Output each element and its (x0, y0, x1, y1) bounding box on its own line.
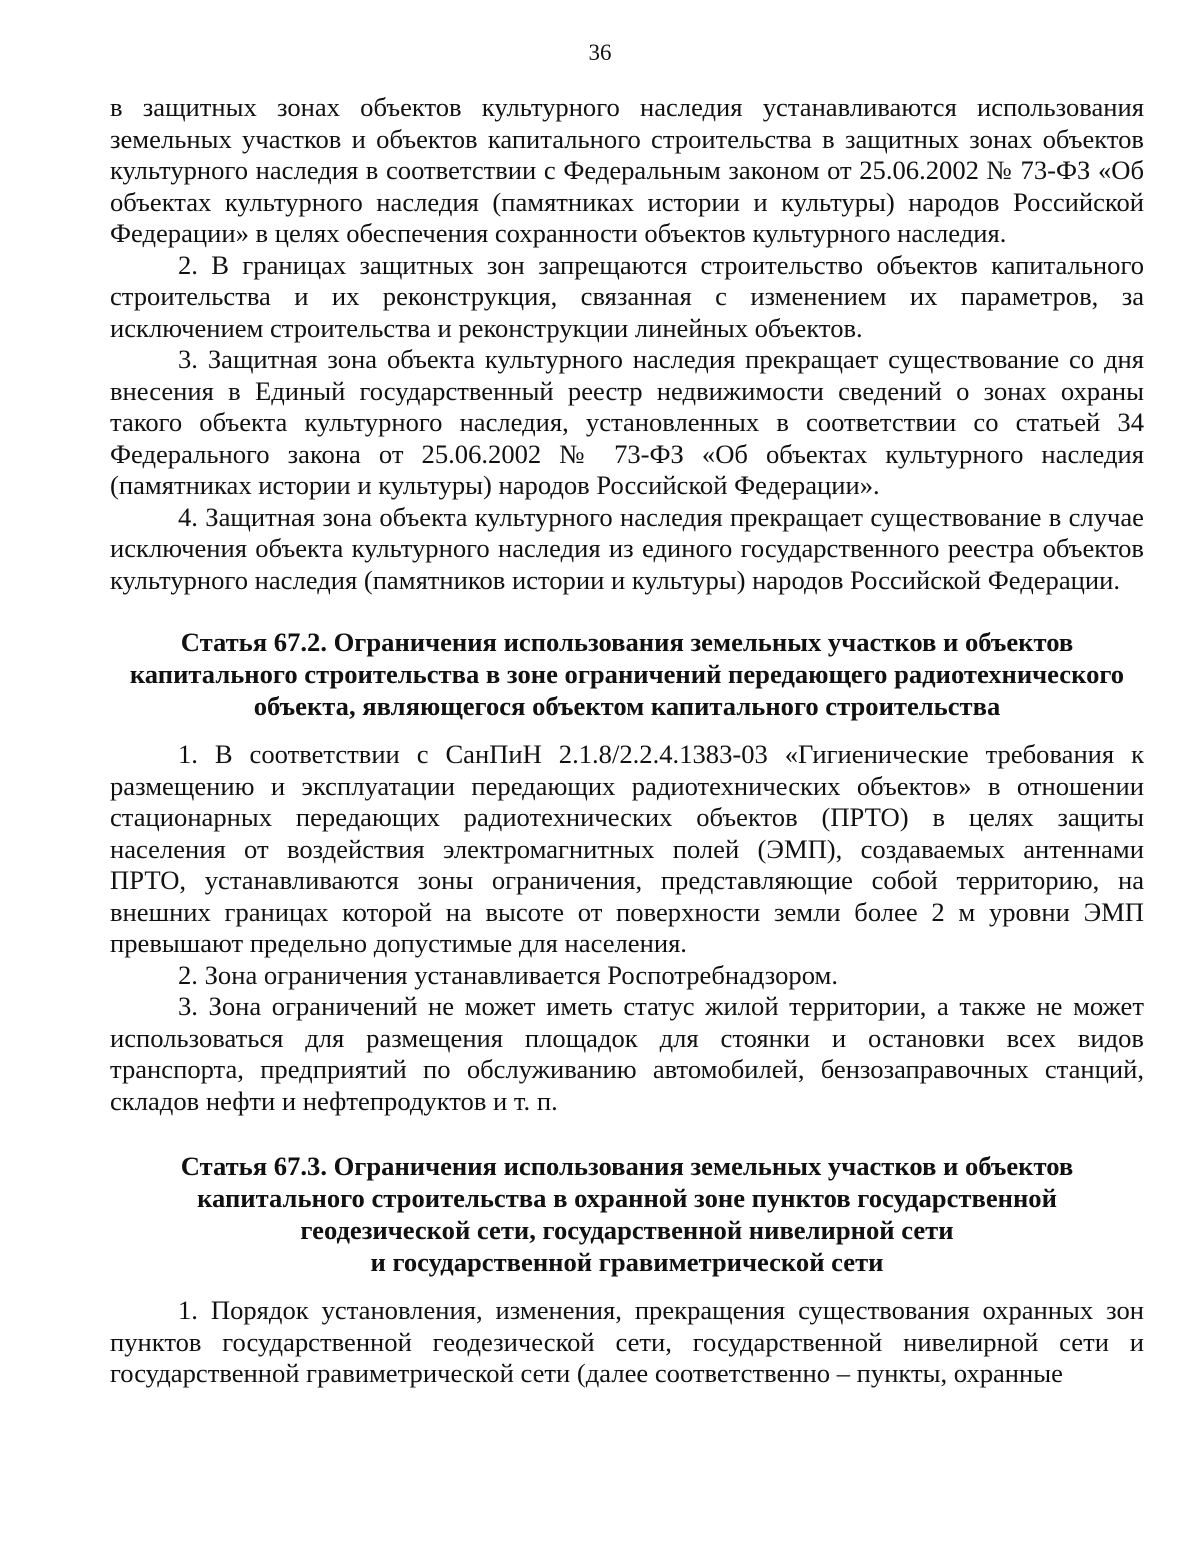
paragraph-item-1: 1. Порядок установления, изменения, прекращения существования охранных зон пунктов государственной геодезической сети, государственной нивелирной сети и государственной гравиметрической сети (далее соответственно – пункты, охранные (110, 1295, 1144, 1388)
paragraph-item-2: 2. Зона ограничения устанавливается Роспотребнадзором. (178, 959, 838, 990)
paragraph-item-2: 2. В границах защитных зон запрещаются строительство объектов капитального строительства и их реконструкция, связанная с изменением их параметров, за исключением строительства и реконструкции линейных объектов. (110, 249, 1144, 343)
paragraph-continuation: в защитных зонах объектов культурного наследия устанавливаются использования земельных участков и объектов капитального строительства в защитных зонах объектов культурного наследия в соответствии с Федеральным законом от 25.06.2002 № 73-ФЗ «Об объектах культурного наследия (памятниках истории и культуры) народов Российской Федерации» в целях обеспечения сохранности объектов культурного наследия. (110, 92, 1144, 248)
page-number: 36 (588, 40, 612, 65)
heading-line: и государственной гравиметрической сети (370, 1247, 884, 1277)
paragraph-item-3: 3. Зона ограничений не может иметь статус жилой территории, а также не может использоваться для размещения площадок для стоянки и остановки всех видов транспорта, предприятий по обслуживанию автомобилей, бензозаправочных станций, складов нефти и нефтепродуктов и т. п. (110, 991, 1144, 1116)
heading-line: капитального строительства в охранной зоне пунктов государственной (197, 1183, 1057, 1213)
heading-line: Статья 67.3. Ограничения использования земельных участков и объектов (180, 1151, 1074, 1181)
paragraph-item-1: 1. В соответствии с СанПиН 2.1.8/2.2.4.1383-03 «Гигиенические требования к размещению и эксплуатации передающих радиотехнических объектов» в отношении стационарных передающих радиотехнических объектов (ПРТО) в целях защиты населения от воздействия электромагнитных полей (ЭМП), создаваемых антеннами ПРТО, устанавливаются зоны ограничения, представляющие собой территорию, на внешних границах которой на высоте от поверхности земли более 2 м уровни ЭМП превышают предельно допустимые для населения. (110, 739, 1144, 958)
heading-line: объекта, являющегося объектом капитального строительства (253, 691, 1001, 721)
heading-line: Статья 67.2. Ограничения использования земельных участков и объектов (180, 627, 1074, 657)
article-heading-67-3 (110, 1150, 1144, 1278)
heading-line: геодезической сети, государственной нивелирной сети (300, 1215, 954, 1245)
paragraph-item-4: 4. Защитная зона объекта культурного наследия прекращает существование в случае исключения объекта культурного наследия из единого государственного реестра объектов культурного наследия (памятников истории и культуры) народов Российской Федерации. (110, 501, 1144, 595)
paragraph-item-3: 3. Защитная зона объекта культурного наследия прекращает существование со дня внесения в Единый государственный реестр недвижимости сведений о зонах охраны такого объекта культурного наследия, установленных в соответствии со статьей 34 Федерального закона от 25.06.2002 № 73-ФЗ «Об объектах культурного наследия (памятниках истории и культуры) народов Российской Федерации». (110, 344, 1144, 500)
heading-line: капитального строительства в зоне ограничений передающего радиотехнического (129, 659, 1125, 689)
article-heading-67-2 (110, 626, 1144, 722)
document-body (110, 92, 1144, 1390)
